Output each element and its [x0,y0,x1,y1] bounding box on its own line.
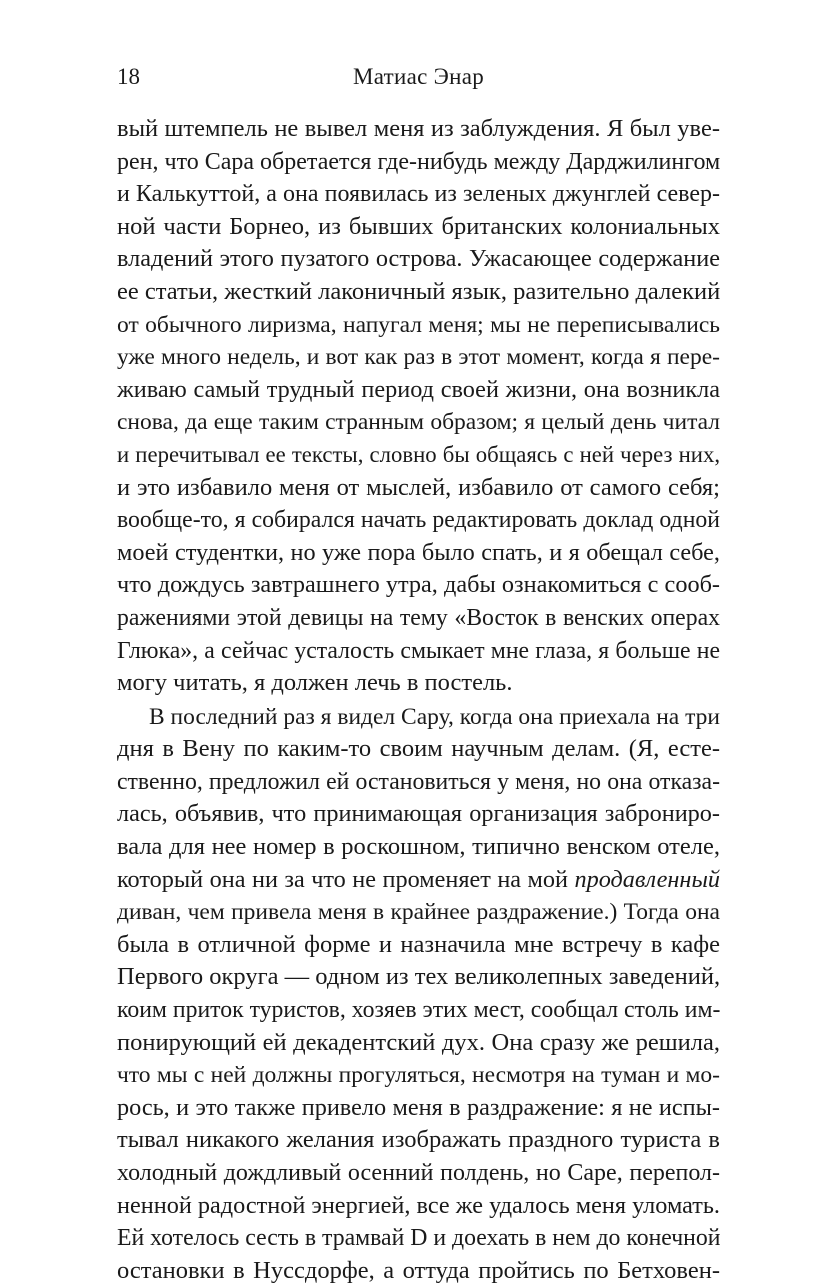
text-line: вообще-то, я собирался начать редактировать доклад одной [117,507,720,534]
text-line: ственно, предложил ей остановиться у меня, но она отказа- [117,768,720,795]
text-line: рен, что Сара обретается где-нибудь между Дарджилингом [117,148,721,175]
text-line: живаю самый трудный период своей жизни, она возникла [117,375,720,403]
text-line: ражениями этой девицы на тему «Восток в венских операх [117,604,720,631]
page-number: 18 [117,64,140,89]
text-line: тывал никакого желания изображать праздного туриста в [117,1126,720,1154]
text-line: остановки в Нуссдорфе, а оттуда пройтись по Бетховен- [117,1256,720,1284]
text-line: В последний раз я видел Сару, когда она приехала на три [149,703,720,730]
text-line: ее статьи, жесткий лаконичный язык, разительно далекий [117,277,721,305]
text-line: Ей хотелось сесть в трамвай D и доехать в нем до конечной [117,1225,721,1252]
text-line: диван, чем привела меня в крайнее раздражение.) Тогда она [117,899,720,926]
book-author: Матиас Энар [352,64,485,89]
text-line: от обычного лиризма, напугал меня; мы не переписывались [117,311,720,338]
text-line: Первого округа — одном из тех великолепных заведений, [117,963,721,991]
paragraph-2 [117,701,720,1287]
text-line: была в отличной форме и назначила мне встречу в кафе [117,930,720,958]
paragraph-1 [117,113,720,700]
italic-word: продавленный [574,865,721,893]
text-line: и это избавило меня от мыслей, избавило от самого себя; [117,473,720,501]
text-line: могу читать, я должен лечь в постель. [117,669,513,697]
text-line: что дождусь завтрашнего утра, дабы ознакомиться с сооб- [117,571,720,599]
text-line: ной части Борнео, из бывших британских колониальных [117,212,720,240]
text-line: снова, да еще таким странным образом; я целый день читал [117,409,720,436]
text-line: понирующий ей декадентский дух. Она сразу же решила, [117,1028,720,1056]
text-line: и перечитывал ее тексты, словно бы общаясь с ней через них, [117,441,720,467]
text-line: вый штемпель не вывел меня из заблуждения. Я был уве- [117,115,720,142]
text-line: и Калькуттой, а она появилась из зеленых джунглей север- [117,181,720,208]
text-line: ненной радостной энергией, все же удалось меня уломать. [117,1191,720,1219]
text-line: что мы с ней должны прогуляться, несмотря на туман и мо- [117,1062,720,1089]
text-line: коим приток туристов, хозяев этих мест, сообщал столь им- [117,997,721,1024]
text-line: владений этого пузатого острова. Ужасающее содержание [117,245,720,273]
text-line: моей студентки, но уже пора было спать, и я обещал себе, [117,538,720,566]
text-line: лась, объявив, что принимающая организация заброниро- [117,800,720,828]
text-line: холодный дождливый осенний полдень, но Саре, перепол- [117,1160,720,1186]
text-line-with-italic [117,864,720,897]
text-line: дня в Вену по каким-то своим научным делам. (Я, есте- [117,735,720,763]
text-line: уже много недель, и вот как раз в этот момент, когда я пере- [117,344,720,371]
body-text [117,113,720,1287]
running-head [117,62,720,92]
text-segment: который она ни за что не променяет на мой [117,865,568,893]
text-line: Глюка», а сейчас усталость смыкает мне глаза, я больше не [117,637,720,664]
text-line: вала для нее номер в роскошном, типично венском отеле, [117,833,720,861]
text-line: рось, и это также привело меня в раздражение: я не испы- [117,1093,720,1121]
